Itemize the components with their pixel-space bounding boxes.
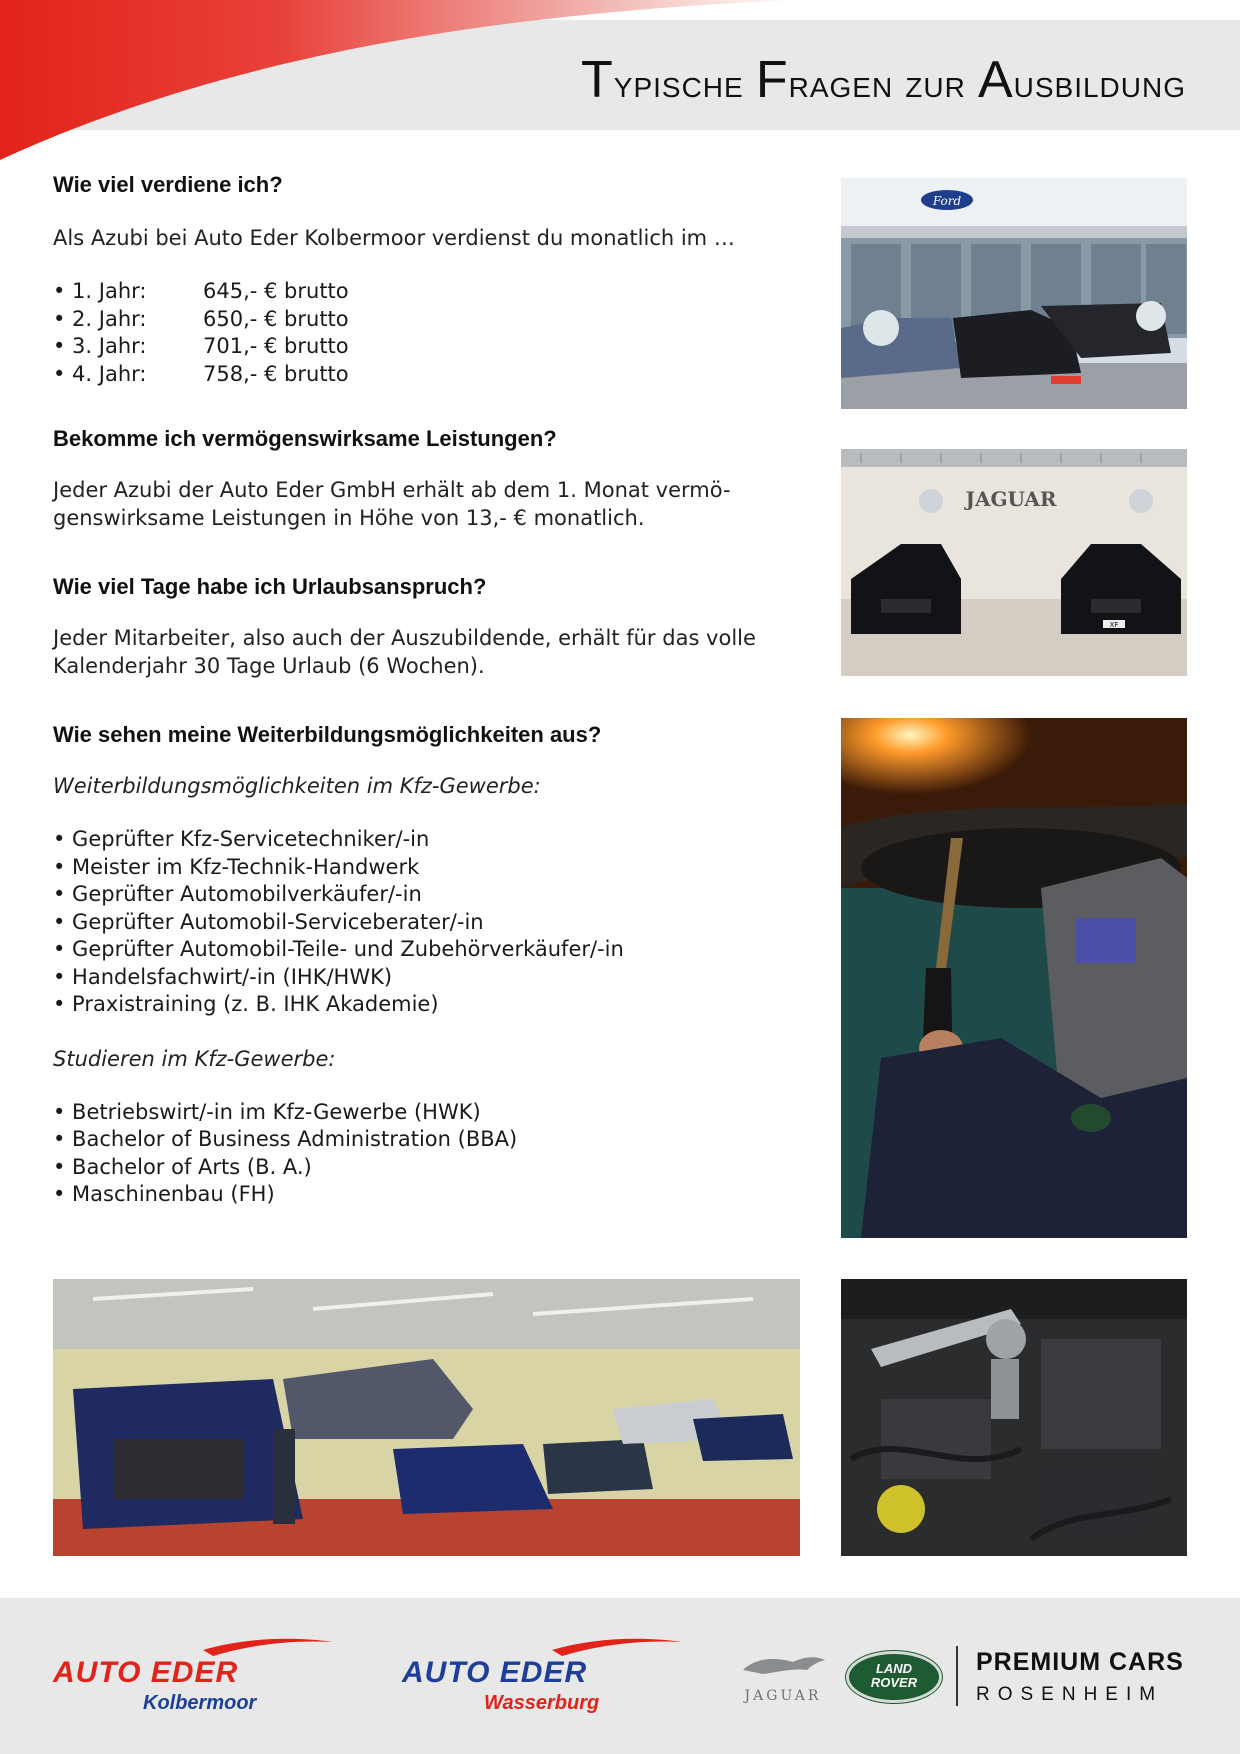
- logo-jaguar: [733, 1648, 833, 1708]
- photo-jaguar-showroom: [841, 449, 1187, 676]
- list-item: • Praxistraining (z. B. IHK Akademie): [53, 992, 439, 1016]
- question-training: Wie sehen meine Weiterbildungsmöglichkeiten aus?: [53, 722, 602, 747]
- list-item: • Betriebswirt/-in im Kfz-Gewerbe (HWK): [53, 1099, 481, 1124]
- salary-table: [53, 278, 813, 388]
- photo-engine-bay: [841, 1279, 1187, 1556]
- training-list-2: [53, 1099, 813, 1209]
- salary-year: • 2. Jahr:: [53, 306, 147, 331]
- salary-amount: 650,- € brutto: [203, 306, 349, 331]
- logo-auto-eder-wasserburg: [402, 1636, 692, 1726]
- vacation-line-1: Jeder Mitarbeiter, also auch der Auszubildende, erhält für das volle: [53, 626, 756, 650]
- list-item: • Geprüfter Automobil-Teile- und Zubehörverkäufer/-in: [53, 937, 624, 961]
- list-item: • Handelsfachwirt/-in (IHK/HWK): [53, 964, 393, 989]
- question-pay: Wie viel verdiene ich?: [53, 172, 283, 197]
- list-item: • Geprüfter Kfz-Servicetechniker/-in: [53, 827, 430, 851]
- list-item: • Geprüfter Automobilverkäufer/-in: [53, 882, 422, 906]
- salary-amount: 758,- € brutto: [203, 361, 349, 386]
- land-rover-line-1: LAND: [875, 1661, 913, 1676]
- training-subheading-2: Studieren im Kfz-Gewerbe:: [53, 1046, 336, 1071]
- page-title: [581, 50, 1186, 110]
- premium-cars-city: ROSENHEIM: [976, 1684, 1164, 1705]
- question-vl: Bekomme ich vermögenswirksame Leistungen?: [53, 426, 557, 451]
- jaguar-logo-text: JAGUAR: [744, 1688, 822, 1704]
- footer-divider: [956, 1646, 958, 1706]
- list-item: • Maschinenbau (FH): [53, 1182, 275, 1206]
- photo-welder: [841, 718, 1187, 1238]
- main-content: [53, 172, 813, 1209]
- vl-line-1: Jeder Azubi der Auto Eder GmbH erhält ab dem 1. Monat vermö-: [53, 478, 731, 502]
- land-rover-line-2: ROVER: [870, 1675, 918, 1690]
- salary-row: [53, 333, 813, 361]
- logo-land-rover: [846, 1651, 942, 1703]
- logo-auto-eder-kolbermoor: [53, 1636, 343, 1726]
- training-subheading-1: Weiterbildungsmöglichkeiten im Kfz-Gewerbe:: [53, 774, 541, 798]
- salary-year: • 3. Jahr:: [53, 334, 147, 358]
- salary-year: • 4. Jahr:: [53, 361, 147, 386]
- salary-amount: 645,- € brutto: [203, 279, 349, 303]
- logo-2-main-text: AUTO EDER: [402, 1656, 588, 1689]
- footer-band: [0, 1598, 1240, 1754]
- list-item: • Bachelor of Arts (B. A.): [53, 1154, 312, 1179]
- title-word-1: Typische: [581, 51, 756, 109]
- salary-amount: 701,- € brutto: [203, 334, 349, 358]
- logo-1-sub-text: Kolbermoor: [143, 1692, 257, 1714]
- training-list-1: [53, 826, 813, 1019]
- vacation-line-2: Kalenderjahr 30 Tage Urlaub (6 Wochen).: [53, 654, 485, 678]
- title-word-3: Ausbildung: [977, 51, 1186, 109]
- salary-year: • 1. Jahr:: [53, 279, 147, 303]
- jaguar-sign-text: JAGUAR: [965, 487, 1057, 511]
- license-plate-text: XF: [1109, 621, 1119, 629]
- list-item: • Bachelor of Business Administration (BBA): [53, 1127, 518, 1151]
- premium-cars-title: PREMIUM CARS: [976, 1648, 1184, 1676]
- salary-row: [53, 306, 813, 334]
- question-vacation: Wie viel Tage habe ich Urlaubsanspruch?: [53, 574, 487, 599]
- list-item: • Geprüfter Automobil-Serviceberater/-in: [53, 909, 484, 934]
- jaguar-leaper-icon: [733, 1648, 833, 1682]
- photo-ford-dealership: [841, 178, 1187, 409]
- ford-sign-text: Ford: [932, 194, 962, 208]
- salary-row: [53, 361, 813, 389]
- photo-workshop: [53, 1279, 800, 1556]
- title-word-2: Fragen zur: [755, 51, 978, 109]
- logo-2-sub-text: Wasserburg: [484, 1692, 600, 1714]
- logo-1-main-text: AUTO EDER: [53, 1656, 239, 1689]
- list-item: • Meister im Kfz-Technik-Handwerk: [53, 854, 420, 879]
- salary-row: [53, 278, 813, 306]
- pay-intro: Als Azubi bei Auto Eder Kolbermoor verdienst du monatlich im …: [53, 226, 735, 250]
- vl-line-2: genswirksame Leistungen in Höhe von 13,- € monatlich.: [53, 506, 645, 530]
